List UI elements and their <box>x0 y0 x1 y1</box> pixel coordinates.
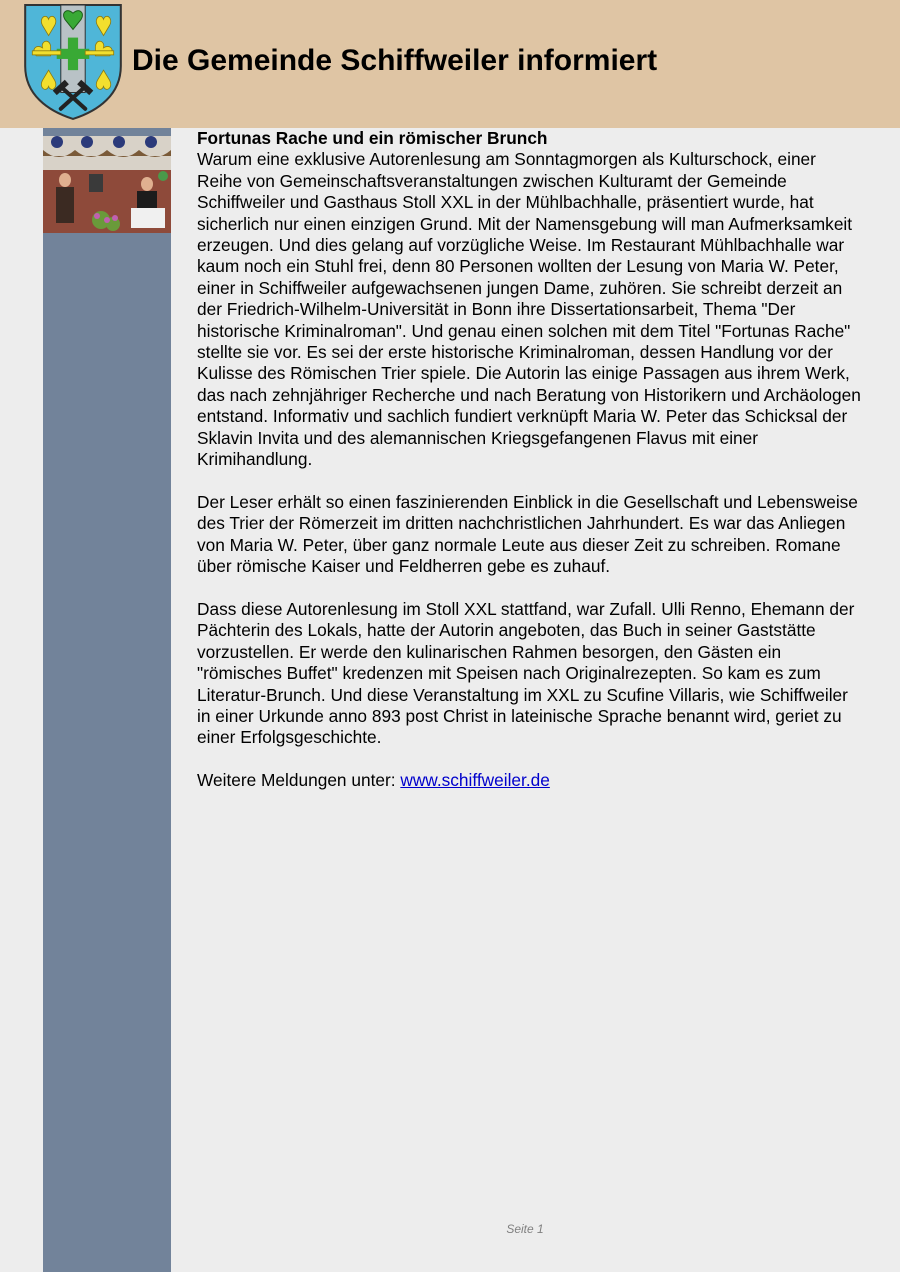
page-title: Die Gemeinde Schiffweiler informiert <box>132 44 658 77</box>
page-header <box>0 0 900 128</box>
more-news-line <box>197 770 862 791</box>
event-photo <box>43 136 171 233</box>
article-heading: Fortunas Rache und ein römischer Brunch <box>197 128 548 148</box>
article-paragraph: Der Leser erhält so einen faszinierenden Einblick in die Gesellschaft und Lebensweise des Trier der Römerzeit im dritten nachchristlichen Jahrhundert. Es war das Anliegen von Maria W. Peter, über ganz normale Leute aus dieser Zeit zu schreiben. Romane über römische Kaiser und Feldherren gebe es zuhauf. <box>197 491 858 577</box>
coat-of-arms-icon <box>22 3 124 121</box>
more-news-label: Weitere Meldungen unter: <box>197 770 401 791</box>
page-number: Seite 1 <box>506 1222 544 1236</box>
article-paragraph: Warum eine exklusive Autorenlesung am Sonntagmorgen als Kulturschock, einer Reihe von Gemeinschaftsveranstaltungen zwischen Kulturamt der Gemeinde Schiffweiler und Gasthaus Stoll XXL in der Mühlbachhalle, präsentiert wurde, hat sicherlich nur einen einzigen Grund. Mit der Namensgebung will man Aufmerksamkeit erzeugen. Und dies gelang auf vorzügliche Weise. Im Restaurant Mühlbachhalle war kaum noch ein Stuhl frei, denn 80 Personen wollten der Lesung von Maria W. Peter, einer in Schiffweiler aufgewachsenen jungen Dame, zuhören. Sie schreibt derzeit an der Friedrich-Wilhelm-Universität in Bonn ihre Dissertationsarbeit, Thema "Der historische Kriminalroman". Und genau einen solchen mit dem Titel "Fortunas Rache" stellte sie vor. Es sei der erste historische Kriminalroman, dessen Handlung vor der Kulisse des Römischen Trier spiele. Die Autorin las einige Passagen aus ihrem Werk, das nach zehnjähriger Recherche und nach Beratung von Historikern und Archäologen entstand. Informativ und sachlich fundiert verknüpft Maria W. Peter das Schicksal der Sklavin Invita und des alemannischen Kriegsgefangenen Flavus mit einer Krimihandlung. <box>197 149 861 470</box>
article <box>197 128 862 813</box>
sidebar <box>43 128 171 1272</box>
article-paragraph: Dass diese Autorenlesung im Stoll XXL stattfand, war Zufall. Ulli Renno, Ehemann der Pächterin des Lokals, hatte der Autorin angeboten, das Buch in seiner Gaststätte vorzustellen. Er werde den kulinarischen Rahmen besorgen, den Gästen ein "römisches Buffet" kredenzen mit Speisen nach Originalrezepten. So kam es zum Literatur-Brunch. Und diese Veranstaltung im XXL zu Scufine Villaris, wie Schiffweiler in einer Urkunde anno 893 post Christ in lateinische Sprache benannt wird, geriet zu einer Erfolgsgeschichte. <box>197 598 855 748</box>
website-link[interactable]: www.schiffweiler.de <box>400 770 550 791</box>
